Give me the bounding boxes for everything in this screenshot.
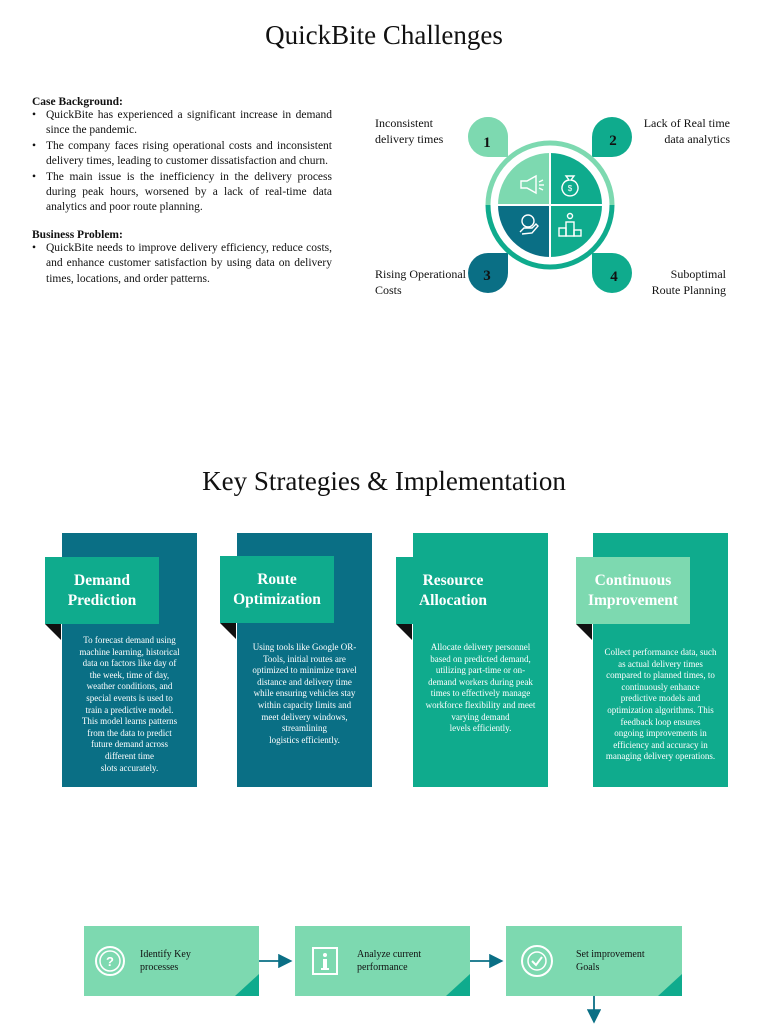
body-line: weather conditions, and — [86, 681, 173, 692]
bullet-item: • The company faces rising operational costs and inconsistent delivery times, leading to customer dissatisfaction and churn. — [32, 139, 332, 170]
body-line: To forecast demand using — [83, 635, 176, 645]
title-line: Allocation — [418, 591, 488, 609]
strategy-card-body — [417, 642, 544, 735]
step-label-line: performance — [357, 961, 408, 973]
process-arrows — [0, 900, 768, 1024]
strategy-card-resource — [413, 533, 548, 787]
bullet-item: • QuickBite needs to improve delivery efficiency, reduce costs, and enhance customer satisfaction by using data on delivery times, locations, and order patterns. — [32, 241, 332, 287]
step-label-line: Set improvement — [576, 949, 645, 960]
body-line: based on predicted demand, — [430, 653, 531, 664]
body-line: demand workers during peak — [428, 676, 533, 687]
strategies-title: Key Strategies & Implementation — [202, 466, 566, 496]
challenge-label-3 — [375, 267, 466, 298]
strategy-card-demand — [62, 533, 197, 787]
challenge-label-2 — [644, 116, 730, 147]
page-title: QuickBite Challenges — [265, 20, 503, 50]
body-line: compared to planned times, to — [606, 670, 715, 681]
body-line: within capacity limits and — [257, 699, 352, 710]
strategy-card-title — [576, 557, 690, 624]
body-line: efficiency and accuracy in — [613, 739, 708, 750]
challenge-label-line: data analytics — [664, 131, 730, 146]
strategy-card-body — [66, 635, 193, 774]
body-line: streamlining — [282, 723, 327, 734]
business-problem-heading: Business Problem: — [32, 228, 123, 241]
title-line: Continuous — [594, 571, 672, 589]
body-line: as actual delivery times — [618, 658, 703, 669]
step-label-line: Identify Key — [140, 949, 191, 960]
step-label-line: Goals — [576, 961, 600, 973]
challenge-label-line: Inconsistent — [375, 116, 433, 130]
body-line: workforce flexibility and meet — [425, 699, 536, 710]
challenges-diagram — [460, 110, 640, 300]
strategy-card-title — [220, 556, 334, 623]
body-line: utilizing part-time or on- — [435, 665, 526, 676]
strategy-card-body — [595, 647, 726, 763]
challenge-label-line: Costs — [375, 282, 402, 297]
title-line: Prediction — [67, 591, 137, 609]
case-background-list — [32, 108, 332, 216]
svg-text:$: $ — [567, 184, 573, 193]
card-fold — [576, 624, 592, 640]
pin-number-4: 4 — [610, 269, 618, 285]
body-line: different time — [104, 750, 155, 761]
body-line: times to effectively manage — [430, 688, 531, 699]
title-line: Demand — [74, 571, 130, 589]
body-line: from the data to predict — [87, 727, 172, 738]
challenge-label-line: delivery times — [375, 131, 444, 146]
title-line: Improvement — [587, 591, 679, 609]
step-label-line: Analyze current — [357, 949, 422, 960]
pin-number-1: 1 — [483, 135, 491, 151]
bullet-item: • QuickBite has experienced a significant increase in demand since the pandemic. — [32, 108, 332, 139]
body-line: the week, time of day, — [89, 669, 170, 680]
strategy-card-body — [241, 642, 368, 746]
case-background-heading: Case Background: — [32, 96, 123, 108]
challenge-label-1 — [375, 116, 443, 147]
challenge-label-line: Route Planning — [651, 282, 726, 297]
pin-number-3: 3 — [483, 268, 491, 284]
body-line: Tools, initial routes are — [263, 653, 346, 664]
bullet-item: • The main issue is the inefficiency in the delivery process during peak hours, worsened by a lack of real-time data analytics and poor route planning. — [32, 170, 332, 216]
body-line: predictive models and — [620, 693, 701, 704]
body-line: continuously enhance — [621, 681, 700, 692]
body-line: optimization algorithms. This — [607, 704, 714, 715]
business-problem-list — [32, 241, 332, 287]
body-line: ongoing improvements in — [614, 728, 707, 739]
svg-text:?: ? — [106, 954, 114, 969]
challenge-label-line: Suboptimal — [670, 267, 726, 281]
strategy-card-route — [233, 533, 372, 787]
body-line: train a predictive model. — [85, 704, 174, 715]
title-line: Route — [257, 570, 297, 588]
body-line: levels efficiently. — [449, 723, 512, 734]
body-line: feedback loop ensures — [620, 716, 701, 727]
body-line: future demand across — [91, 739, 168, 750]
card-fold — [220, 623, 236, 639]
body-line: meet delivery windows, — [261, 711, 348, 722]
card-fold — [396, 624, 412, 640]
card-fold — [45, 624, 61, 640]
pin-number-2: 2 — [609, 133, 617, 149]
body-line: special events is used to — [86, 692, 173, 703]
strategy-card-title — [396, 557, 510, 624]
body-line: optimized to minimize travel — [252, 665, 357, 676]
body-line: Allocate delivery personnel — [430, 642, 531, 652]
challenge-label-line: Rising Operational — [375, 267, 466, 281]
body-line: while ensuring vehicles stay — [253, 688, 356, 699]
body-line: This model learns patterns — [81, 716, 178, 727]
title-line: Optimization — [233, 590, 321, 608]
challenge-label-4 — [652, 267, 726, 298]
body-line: machine learning, historical — [79, 646, 180, 657]
body-line: Collect performance data, such — [604, 647, 717, 657]
body-line: managing delivery operations. — [605, 751, 716, 762]
case-background — [32, 96, 332, 287]
strategy-card-continuous — [587, 533, 728, 787]
body-line: varying demand — [451, 711, 510, 722]
strategy-card-title — [45, 557, 159, 624]
title-line: Resource — [422, 571, 484, 589]
body-line: data on factors like day of — [82, 658, 177, 669]
step-label-line: processes — [140, 961, 179, 973]
body-line: logistics efficiently. — [269, 734, 340, 745]
body-line: Using tools like Google OR- — [252, 642, 357, 652]
challenge-label-line: Lack of Real time — [643, 116, 730, 130]
body-line: distance and delivery time — [257, 676, 352, 687]
body-line: slots accurately. — [100, 762, 159, 773]
